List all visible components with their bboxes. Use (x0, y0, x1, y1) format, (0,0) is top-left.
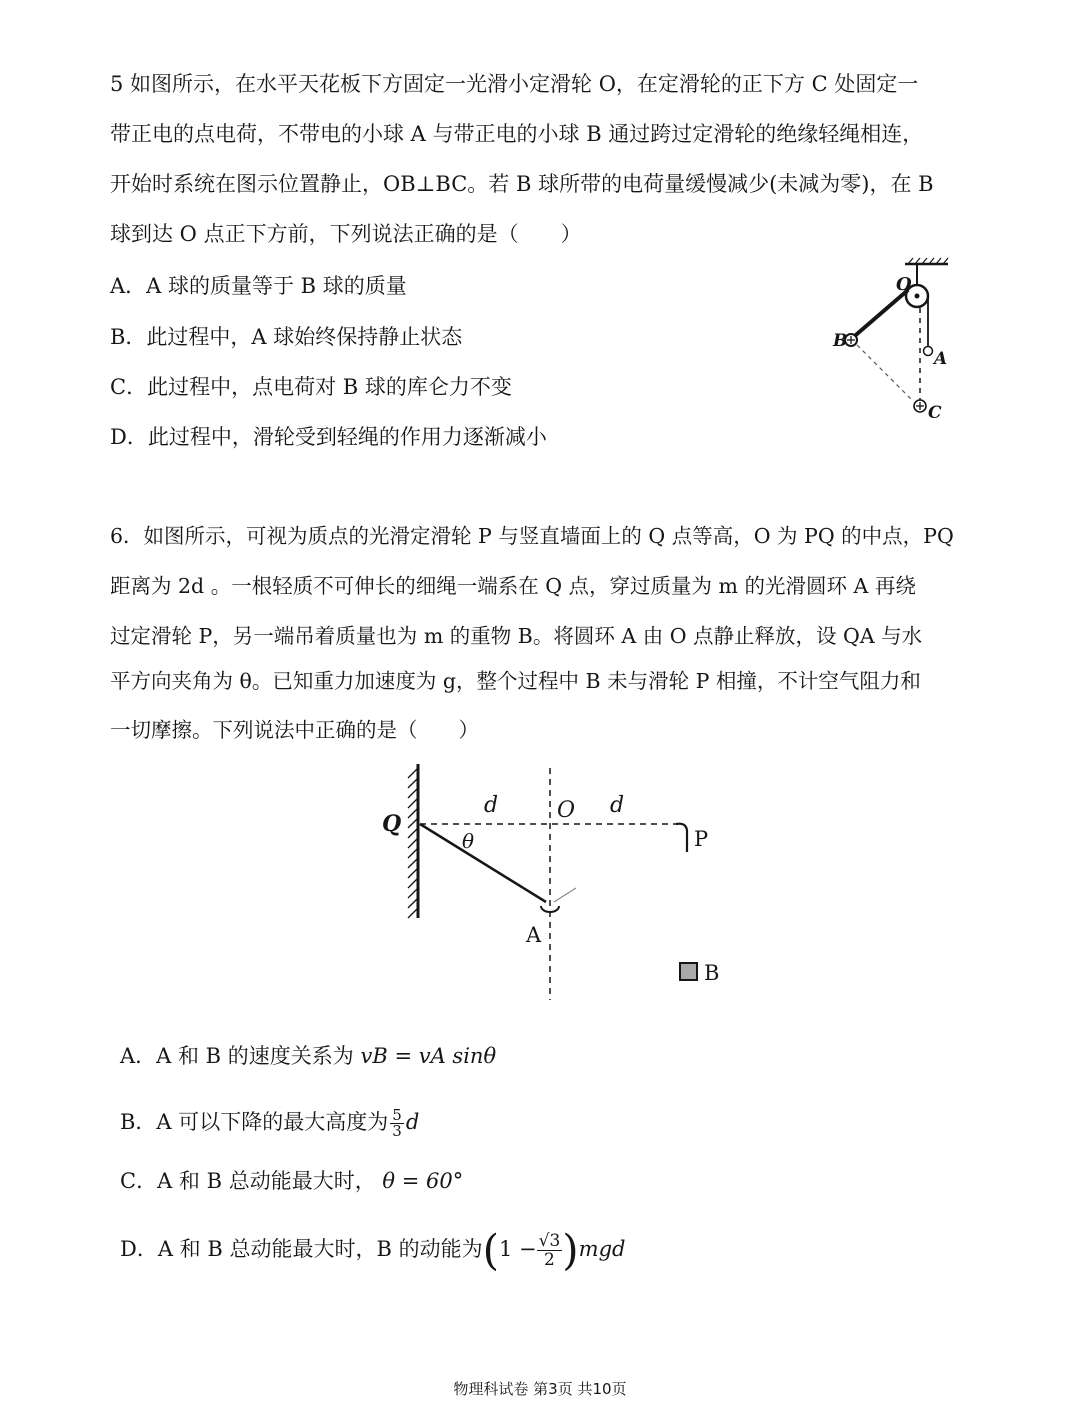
q5-label-c: C (928, 403, 942, 423)
q6-stem-line-1: 6．如图所示，可视为质点的光滑定滑轮 P 与竖直墙面上的 Q 点等高，O 为 PQ 的中点，PQ (110, 524, 954, 548)
q6-ring-a (541, 906, 559, 912)
q6-option-c-formula: θ = 60° (382, 1169, 464, 1193)
q6-label-q: Q (382, 811, 402, 837)
q6-option-b-text: B．A 可以下降的最大高度为 (120, 1110, 389, 1134)
q6-option-a-text: A．A 和 B 的速度关系为 (120, 1044, 354, 1068)
q6-option-c (120, 1167, 463, 1195)
q6-option-b-suffix: d (405, 1110, 420, 1134)
q6-label-b: B (704, 961, 720, 985)
q6-pulley-p (676, 824, 687, 852)
q6-option-d-suffix: mgd (578, 1237, 626, 1261)
q5-option-a: A．A 球的质量等于 B 球的质量 (110, 274, 407, 298)
q6-option-d-one: 1 − (498, 1237, 537, 1261)
q6-stem-line-2: 距离为 2d 。一根轻质不可伸长的细绳一端系在 Q 点，穿过质量为 m 的光滑圆环 A 再绕 (110, 574, 916, 598)
q6-weight-b (680, 963, 697, 980)
q5-stem-line-4: 球到达 O 点正下方前，下列说法正确的是（ ） (110, 222, 582, 246)
q6-rope-qa (420, 824, 546, 902)
q6-figure (370, 760, 750, 1020)
q5-option-b: B．此过程中，A 球始终保持静止状态 (110, 325, 463, 349)
q5-rope-ob (850, 290, 908, 340)
q6-option-b-denominator: 3 (392, 1122, 402, 1140)
q6-label-theta: θ (462, 829, 475, 853)
q6-stem-line-5: 一切摩擦。下列说法中正确的是（ ） (110, 718, 479, 742)
q6-option-d-text: D．A 和 B 总动能最大时，B 的动能为 (120, 1237, 483, 1261)
q5-label-a: A (934, 349, 948, 369)
q5-figure (820, 248, 960, 428)
q6-option-a-formula: vB = vA sinθ (360, 1044, 497, 1068)
q6-option-d-fraction (537, 1232, 563, 1269)
q6-stem-line-4: 平方向夹角为 θ。已知重力加速度为 g，整个过程中 B 未与滑轮 P 相撞，不计空气阻力和 (110, 669, 921, 693)
q6-label-p: P (694, 827, 709, 851)
q5-stem-line-3: 开始时系统在图示位置静止，OB⊥BC。若 B 球所带的电荷量缓慢减少(未减为零)，在 B (110, 172, 934, 196)
q6-option-d-den: 2 (544, 1250, 555, 1270)
q6-option-c-text: C．A 和 B 总动能最大时， (120, 1169, 376, 1193)
q6-option-b (120, 1108, 419, 1139)
q6-option-d-sqrt: √3 (538, 1231, 561, 1251)
q6-label-o: O (557, 798, 576, 823)
q6-option-b-numerator: 5 (392, 1106, 402, 1124)
q6-option-a (120, 1042, 496, 1070)
q5-option-c: C．此过程中，点电荷对 B 球的库仑力不变 (110, 375, 512, 399)
q6-label-d-left: d (484, 793, 499, 818)
q5-dashed-bc (857, 345, 913, 401)
q6-option-d: D．A 和 B 总动能最大时，B 的动能为(1 − $\frac{√3}{2})mgd$ (120, 1225, 626, 1275)
q5-ball-a (924, 347, 933, 356)
q6-label-a: A (526, 923, 542, 947)
q5-label-b: B (833, 331, 848, 351)
q5-label-o: O (896, 274, 912, 295)
q6-stem-line-3: 过定滑轮 P，另一端吊着质量也为 m 的重物 B。将圆环 A 由 O 点静止释放，设 QA 与水 (110, 624, 923, 648)
q5-stem-line-2: 带正电的点电荷，不带电的小球 A 与带正电的小球 B 通过跨过定滑轮的绝缘轻绳相连， (110, 122, 924, 146)
q6-label-d-right: d (610, 793, 625, 818)
q5-stem-line-1: 5 如图所示，在水平天花板下方固定一光滑小定滑轮 O，在定滑轮的正下方 C 处固定一 (110, 72, 919, 96)
page-footer: 物理科试卷 第3页 共10页 (453, 1380, 627, 1398)
q5-option-d: D．此过程中，滑轮受到轻绳的作用力逐渐减小 (110, 425, 547, 449)
q6-option-b-fraction (390, 1108, 404, 1139)
